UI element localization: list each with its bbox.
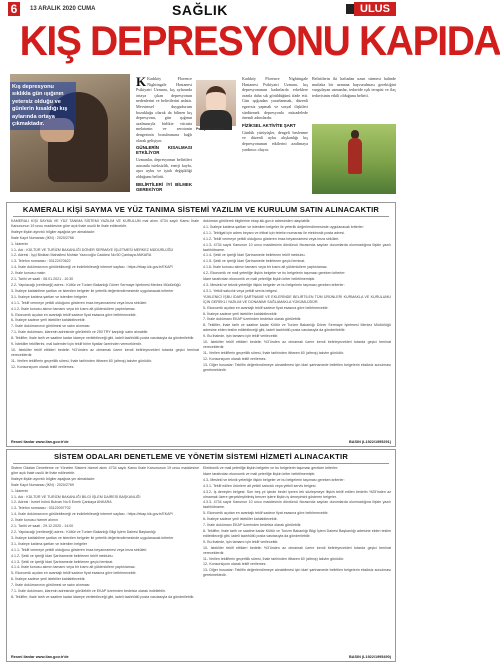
story-text-2b: Günlük yürüyüşler, dengeli beslenme ve düzenli uyku alışkanlığı kış depresyonunun etkilerini azaltmaya yardımcı oluyor.	[242, 129, 308, 152]
ad-paragraph: 3.1- İhaleye katılma şartları ve istenilen belgeler	[11, 294, 88, 299]
ad-left-column	[11, 219, 199, 435]
ad-paragraph: 6- İhaleye sadece yerli istekliler katılabilecektir.	[203, 311, 278, 316]
ad-paragraph: 2.1- Tarihi ve saati : 29.12.2020 - 14:00	[11, 524, 74, 529]
ad-paragraph: 1.2- Adresi : İşçi Blokları Mahallesi Muhsin Yazıcıoğlu Caddesi No:50 Çankaya ANKARA	[11, 253, 152, 258]
ad-paragraph: 4.1.1- Teklif vermeye yetkili olduğunu gösteren imza beyannamesi veya imza sirküleri.	[11, 547, 148, 552]
ad-paragraph: 5- Ekonomik açıdan en avantajlı teklif sadece fiyat esasına göre belirlenecektir.	[203, 511, 329, 516]
photo-person	[348, 138, 362, 174]
ad-paragraph: 4.1.1- Teklif vermeye yetkili olduğunu gösteren imza beyannamesi veya imza sirküleri.	[11, 300, 148, 305]
ad-paragraph: 3- İhaleye katılabilme şartları ve istenilen belgeler ile yeterlik değerlendirmesinde uygulanacak kriterler	[11, 535, 174, 540]
ad-paragraph: 13- Diğer hususlar: Teklifin değerlendirmeye alınabilmesi için idari şartnamede belirtilen belgelerin eksiksiz sunulması gerekmektedir.	[203, 362, 391, 372]
ad-title: SİSTEM ODALARI DENETLEME VE YÖNETİM SİSTEMİ HİZMETİ ALINACAKTIR	[54, 452, 348, 461]
ad-paragraph: 1.4- İhale dokümanının görülebileceği ve indirilebileceği internet sayfası : https://ekap.kik.gov.tr/EKAP/	[11, 512, 173, 517]
ad-paragraph: 2- İhale konusu hizmet alımın	[11, 518, 58, 523]
ad-paragraph: 8- Teklifler, ihale tarih ve saatine kadar idareye verilebileceği gibi, iadeli taahhütlü posta vasıtasıyla da gönderilebilir.	[11, 594, 195, 599]
ad-paragraph: 1.1- Adı : KÜLTÜR VE TURİZM BAKANLIĞI DÖNER SERMAYE İŞLETMESİ MERKEZ MÜDÜRLÜĞÜ	[11, 247, 174, 252]
ad-paragraph: 4.3.3- 4734 sayılı Kanunun 10 uncu maddesinin dördüncü fıkrasında sayılan durumlarda olunmadığına ilişkin yazılı taahhütname.	[203, 500, 391, 510]
ad-paragraph: 2.1- Tarihi ve saati : 08.01.2021 - 10:30	[11, 277, 74, 282]
ad-paragraph: 3.1- İhaleye katılma şartları ve istenilen belgeler	[11, 541, 88, 546]
ad-paragraph: 4.1.2- Teklif vermeye yetkili olduğunu gösteren imza beyannamesi veya imza sirküleri.	[203, 236, 340, 241]
ad-footer	[11, 440, 391, 444]
ad-paragraph: 11- Verilen tekliflerin geçerlilik süresi, ihale tarihinden itibaren 60 (altmış) takvim günüdür.	[11, 358, 153, 363]
ad-paragraph: 6- İhaleye sadece yerli istekliler katılabilecektir.	[11, 577, 86, 582]
story-text-2: Kadıköy Florence Nightingale Hastanesi Psikiyatri Uzmanı, kış depresyonunun kadınlarda erkeklere oranla daha sık görüldüğünü ifade etti. Gün ışığından yararlanmak, düzenli egzersiz yapmak ve sosyal ilişkileri sürdürmek depresyonla mücadelede önemli adımlardır.	[242, 76, 308, 121]
ad-paragraph: 9- İstekliler tekliflerini, mal kalemleri için teklif birim fiyatlar üzerinden vereceklerdir.	[11, 342, 142, 347]
ad-paragraph: 4.3- Mesleki ve teknik yeterliğe ilişkin belgeler ve bu belgelerin taşıması gereken kriterler:	[203, 477, 345, 482]
ad-right-column	[203, 466, 391, 650]
ad-paragraph: 4.1- İhaleye katılma şartları ve istenilen belgeler ile yeterlik değerlendirmesinde uygulanacak kriterler:	[203, 224, 364, 229]
ad-paragraph: İhaleye ilişkin ayrıntılı bilgiler aşağıda yer almaktadır:	[11, 229, 96, 234]
ad-paragraph: 1- İdarenin	[11, 241, 29, 246]
ad-paragraph: 4.3.1- Yetkili satıcılık veya yetkili servis belgesi.	[203, 288, 278, 293]
ad-paragraph: 4.1.4- İhale konusu alımın tamamı veya bir kısmı alt yüklenicilere yaptırılamaz.	[11, 565, 136, 570]
ad-server-room	[6, 449, 396, 662]
ad-paragraph: 7- İhale dokümanının görülmesi ve satın alınması	[11, 583, 90, 588]
ad-reference: BASIN (L1922/1995291)	[349, 440, 391, 444]
ad-paragraph: 10- İstekliler teklif ettikleri bedelin %3'ünden az olmamak üzere kendi belirleyecekleri tutarda geçici teminat vereceklerdir.	[203, 545, 391, 555]
story-subhead-3: FİZİKSEL AKTİVİTE ŞART	[242, 122, 296, 128]
ad-paragraph: 7- İhale dokümanının görülmesi ve satın alınması	[11, 324, 90, 329]
ad-paragraph: 1.2- Adresi : İsmet İnönü Bulvarı No:5 Emek Çankaya ANKARA	[11, 500, 112, 505]
ad-paragraph: İhale Kayıt Numarası (İKN) : 2020/2769	[11, 482, 74, 487]
newspaper-logo: ULUS	[354, 2, 396, 16]
ad-paragraph: 2.2- Yapılacağı (verileceği) adres : Kültür ve Turizm Bakanlığı Bilgi İşlem Dairesi Başkanlığı	[11, 529, 156, 534]
ad-divider	[13, 216, 389, 217]
ad-paragraph: 4.1.6- İhale konusu alımın tamamı veya bir kısmı alt yüklenicilere yaptırılamaz.	[203, 265, 328, 270]
ad-paragraph: 2- İhale konusu malın	[11, 271, 46, 276]
lead-text: Kış depresyonu sıklıkla gün ışığının yetersiz olduğu ve günlerin kısaldığı kış aylarında ortaya çıkmaktadır.	[10, 82, 76, 130]
ad-paragraph: 4.1.1- Tebligat için adres beyanı ve irtibat için telefon numarası ile elektronik posta adresi.	[203, 230, 345, 235]
ad-paragraph: 1.1- Adı : KÜLTÜR VE TURİZM BAKANLIĞI BİLGİ İŞLEM DAİRESİ BAŞKANLIĞI	[11, 494, 141, 499]
expert-portrait	[196, 80, 236, 126]
ad-paragraph: 4.1.3- Şekli ve içeriği İdari Şartnamede belirlenen geçici teminat.	[11, 559, 114, 564]
ad-title: KAMERALI KİŞİ SAYMA VE YÜZ TANIMA SİSTEMİ YAZILIM VE KURULUM SATIN ALINACAKTIR	[22, 205, 380, 214]
ad-reference: BASIN (L1922/1995490)	[349, 655, 391, 659]
ad-divider	[13, 463, 389, 464]
ad-paragraph: 12- Konsorsiyum olarak teklif verilemez.	[203, 356, 267, 361]
story-column-2	[242, 76, 308, 196]
ad-paragraph: 8- Teklifler, ihale tarih ve saatine kadar idareye verilebileceği gibi, iadeli taahhütlü posta vasıtasıyla da gönderilebilir.	[11, 336, 195, 341]
story-text-3: Belirtilerin iki haftadan uzun sürmesi halinde mutlaka bir uzmana başvurulması gerektiğini vurgulayan uzmanlar, tedavide ışık terapisi ve ilaç tedavisinin etkili olduğunu belirtti.	[312, 76, 396, 98]
ad-paragraph: 6- İhaleye sadece yerli istekliler katılabilecektir.	[203, 517, 278, 522]
ad-paragraph: 4.2- Ekonomik ve mali yeterliğe ilişkin belgeler ve bu belgelerin taşıması gereken kriterler:	[203, 271, 346, 276]
ad-paragraph: 8- Teklifler, ihale tarih ve saatine kadar Kültür ve Turizm Bakanlığı Bilgi İşlem Dairesi Başkanlığı adresine elden teslim edilebileceği gibi, iadeli taahhütlü posta vasıtasıyla da gönderilebilir.	[203, 528, 391, 538]
story-subhead-1: GÜNLERİN KISALMASI ETKİLİYOR	[136, 145, 192, 156]
portrait-caption: Psikiyatri Uzmanı	[196, 127, 225, 131]
ad-paragraph: 9- Bu ihalede, işin tamamı için teklif verilecektir.	[203, 334, 279, 339]
ad-paragraph: 1- İdarenin	[11, 488, 29, 493]
ad-paragraph: İhale Kayıt Numarası (İKN) : 2020/2766	[11, 235, 74, 240]
story-text-1b: Uzmanlar, depresyonun belirtileri arasında isteksizlik, enerji kaybı, aşırı uyku ve iştah değişikliği olduğunu belirtti.	[136, 157, 192, 179]
ad-paragraph: 4.1.4- Şekli ve içeriği İdari Şartnamede belirlenen teklif mektubu.	[203, 253, 306, 258]
issue-date: 13 ARALIK 2020 CUMA	[30, 6, 96, 12]
ad-footer-text: Resmî ilanlar www.ilan.gov.tr'de	[11, 440, 69, 444]
ad-paragraph: 4.3- Mesleki ve teknik yeterliğe ilişkin belgeler ve bu belgelerin taşıması gereken kriterler:	[203, 282, 345, 287]
ad-paragraph: 6- İhaleye sadece yerli istekliler katılabilecektir.	[11, 318, 86, 323]
ad-paragraph: 1.3- Telefon numarası : 03122097702	[11, 506, 71, 511]
ad-paragraph: 7.1- İhale dokümanı, idarenin adresinde görülebilir ve EKAP üzerinden bedelsiz olarak indirilebilir.	[11, 589, 166, 594]
ad-paragraph: YÜKLENİCİ İŞBU İDARİ ŞARTNAME VE EKLERİNDE BELİRTİLEN TÜM ÜRÜNLERİ KURMAKLA VE KURULUMU İÇİN GEREKLİ YAZILIM VE DONANIMI SAĞLAMAKLA YÜKÜMLÜDÜR.	[203, 294, 391, 304]
ad-footer-text: Resmî ilanlar www.ilan.gov.tr'de	[11, 655, 69, 659]
ad-paragraph: 1.4- İhale dokümanının görülebileceği ve indirilebileceği internet sayfası : https://ekap.kik.gov.tr/EKAP/	[11, 265, 173, 270]
ad-paragraph: 2.2- Yapılacağı (verileceği) adres : Kültür ve Turizm Bakanlığı Döner Sermaye İşletmesi Merkez Müdürlüğü	[11, 282, 181, 287]
ad-paragraph: 8- Teklifler, ihale tarih ve saatine kadar Kültür ve Turizm Bakanlığı Döner Sermaye İşletmesi Merkez Müdürlüğü adresine elden teslim edilebileceği gibi, iadeli taahhütlü posta vasıtasıyla da gönderilebilir.	[203, 323, 391, 333]
ad-paragraph: 13- Diğer hususlar: Teklifin değerlendirmeye alınabilmesi için idari şartnamede belirtilen belgelerin eksiksiz sunulması gerekmektedir.	[203, 568, 391, 578]
ad-paragraph: 9- Bu ihalede, işin tamamı için teklif verilecektir.	[203, 539, 279, 544]
ad-paragraph: 5- Ekonomik açıdan en avantajlı teklif sadece fiyat esasına göre belirlenecektir.	[11, 571, 137, 576]
ad-paragraph: 4.1.2- İhale konusu alımın tamamı veya bir kısmı alt yüklenicilere yaptırılamaz.	[11, 306, 136, 311]
ad-paragraph: 7.1- İhale dokümanı, idarenin adresinde görülebilir ve 250 TRY karşılığı satın alınabilir.	[11, 330, 149, 335]
ad-paragraph: İdare tarafından ekonomik ve mali yeterliğe ilişkin kriter belirtilmemiştir.	[203, 277, 316, 282]
ad-footer	[11, 655, 391, 659]
ad-paragraph: İdare tarafından ekonomik ve mali yeterliğe ilişkin kriter belirtilmemiştir.	[203, 471, 316, 476]
ad-paragraph: 11- Verilen tekliflerin geçerlilik süresi, ihale tarihinden itibaren 60 (altmış) takvim günüdür.	[203, 350, 345, 355]
ad-paragraph: 3- İhaleye katılabilme şartları ve istenilen belgeler ile yeterlik değerlendirmesinde uygulanacak kriterler	[11, 288, 174, 293]
ad-left-column	[11, 466, 199, 650]
story-column-3	[312, 76, 396, 122]
ad-camera-system	[6, 202, 396, 447]
story-column-1	[136, 76, 192, 196]
ad-paragraph: 10- İstekliler teklif ettikleri bedelin %3'ünden az olmamak üzere kendi belirleyecekleri tutarda geçici teminat vereceklerdir.	[203, 340, 391, 349]
ad-paragraph: 11- Verilen tekliflerin geçerlilik süresi, ihale tarihinden itibaren 60 (altmış) takvim günüdür.	[203, 556, 345, 561]
ad-paragraph: 4.1.3- 4734 sayılı Kanunun 10 uncu maddesinin dördüncü fıkrasında sayılan durumlarda olunmadığına ilişkin yazılı taahhütname.	[203, 242, 391, 252]
ad-paragraph: 10- İstekliler teklif ettikleri bedelin %3'ünden az olmamak üzere kendi belirleyecekleri tutarda geçici teminat vereceklerdir.	[11, 347, 199, 357]
secondary-photo	[312, 124, 396, 194]
ad-paragraph: 1.3- Telefon numarası : 03122470622	[11, 259, 71, 264]
ad-paragraph: 5- Ekonomik açıdan en avantajlı teklif sadece fiyat esasına göre belirlenecektir.	[11, 312, 137, 317]
ad-paragraph: Sistem Odaları Denetleme ve Yönetim Sistemi hizmet alımı 4734 sayılı Kamu İhale Kanununun 19 uncu maddesine göre açık ihale usulü ile ihale edilecektir.	[11, 466, 199, 475]
ad-paragraph: 5- Ekonomik açıdan en avantajlı teklif sadece fiyat esasına göre belirlenecektir.	[203, 305, 329, 310]
logo-tag	[346, 4, 354, 14]
ad-paragraph: 4.3.1- Teklif edilen ürünlere ait yetkili satıcılık veya yetkili servis belgesi.	[203, 483, 317, 488]
story-text-1: Kadıköy Florence Nightingale Hastanesi Psikiyatri Uzmanı, kış aylarında ortaya çıkan depresyonun nedenlerini ve belirtilerini anlattı. Mevsimsel duygudurum bozukluğu olarak da bilinen kış depresyonu, gün ışığının azalmasıyla birlikte vücutta melatonin ve serotonin dengesinin bozulmasına bağlı olarak gelişiyor.	[136, 76, 192, 143]
ad-paragraph: doküman görülerek bilgilerine ekap.kik.gov.tr adresinden ulaşılabilir.	[203, 219, 311, 223]
main-headline: KIŞ DEPRESYONU KAPIDA	[19, 17, 500, 64]
ad-paragraph: Elektronik ve mali yeterliğe ilişkin belgeler ve bu belgelerin taşıması gereken kriterler:	[203, 466, 339, 470]
section-title: SAĞLIK	[172, 2, 228, 18]
ad-paragraph: KAMERALI KİŞİ SAYMA VE YÜZ TANIMA SİSTEMİ YAZILIM VE KURULUM mal alımı 4734 sayılı Kamu İhale Kanununun 19 uncu maddesine göre açık ihale usulü ile ihale edilecektir.	[11, 219, 199, 228]
ad-paragraph: 4.1.5- Şekli ve içeriği İdari Şartnamede belirlenen geçici teminat.	[203, 259, 306, 264]
ad-right-column	[203, 219, 391, 435]
page-number: 6	[8, 2, 20, 16]
ad-paragraph: 12- Konsorsiyum olarak teklif verilemez.	[203, 562, 267, 567]
ad-paragraph: 7- İhale dokümanı EKAP üzerinden bedelsiz olarak görülebilir.	[203, 523, 302, 528]
ad-paragraph: 12- Konsorsiyum olarak teklif verilemez.	[11, 364, 75, 369]
ad-paragraph: 4.1.2- Şekli ve içeriği İdari Şartnamede belirlenen teklif mektubu.	[11, 553, 114, 558]
ad-paragraph: İhaleye ilişkin ayrıntılı bilgiler aşağıda yer almaktadır:	[11, 476, 96, 481]
ad-paragraph: 7- İhale dokümanı EKAP üzerinden bedelsiz olarak görülebilir.	[203, 317, 302, 322]
ad-paragraph: 4.3.2- İş deneyim belgesi: Son beş yıl içinde bedel içeren tek sözleşmeye ilişkin teklif edilen bedelin %25'inden az olmamak üzere gerçekleştirilmiş benzer işlere ilişkin iş deneyimini gösteren belgeler.	[203, 489, 391, 499]
dropcap: K	[136, 74, 147, 89]
story-subhead-2: BELİRTİLERİ İYİ BİLMEK GEREKİYOR	[136, 181, 192, 192]
